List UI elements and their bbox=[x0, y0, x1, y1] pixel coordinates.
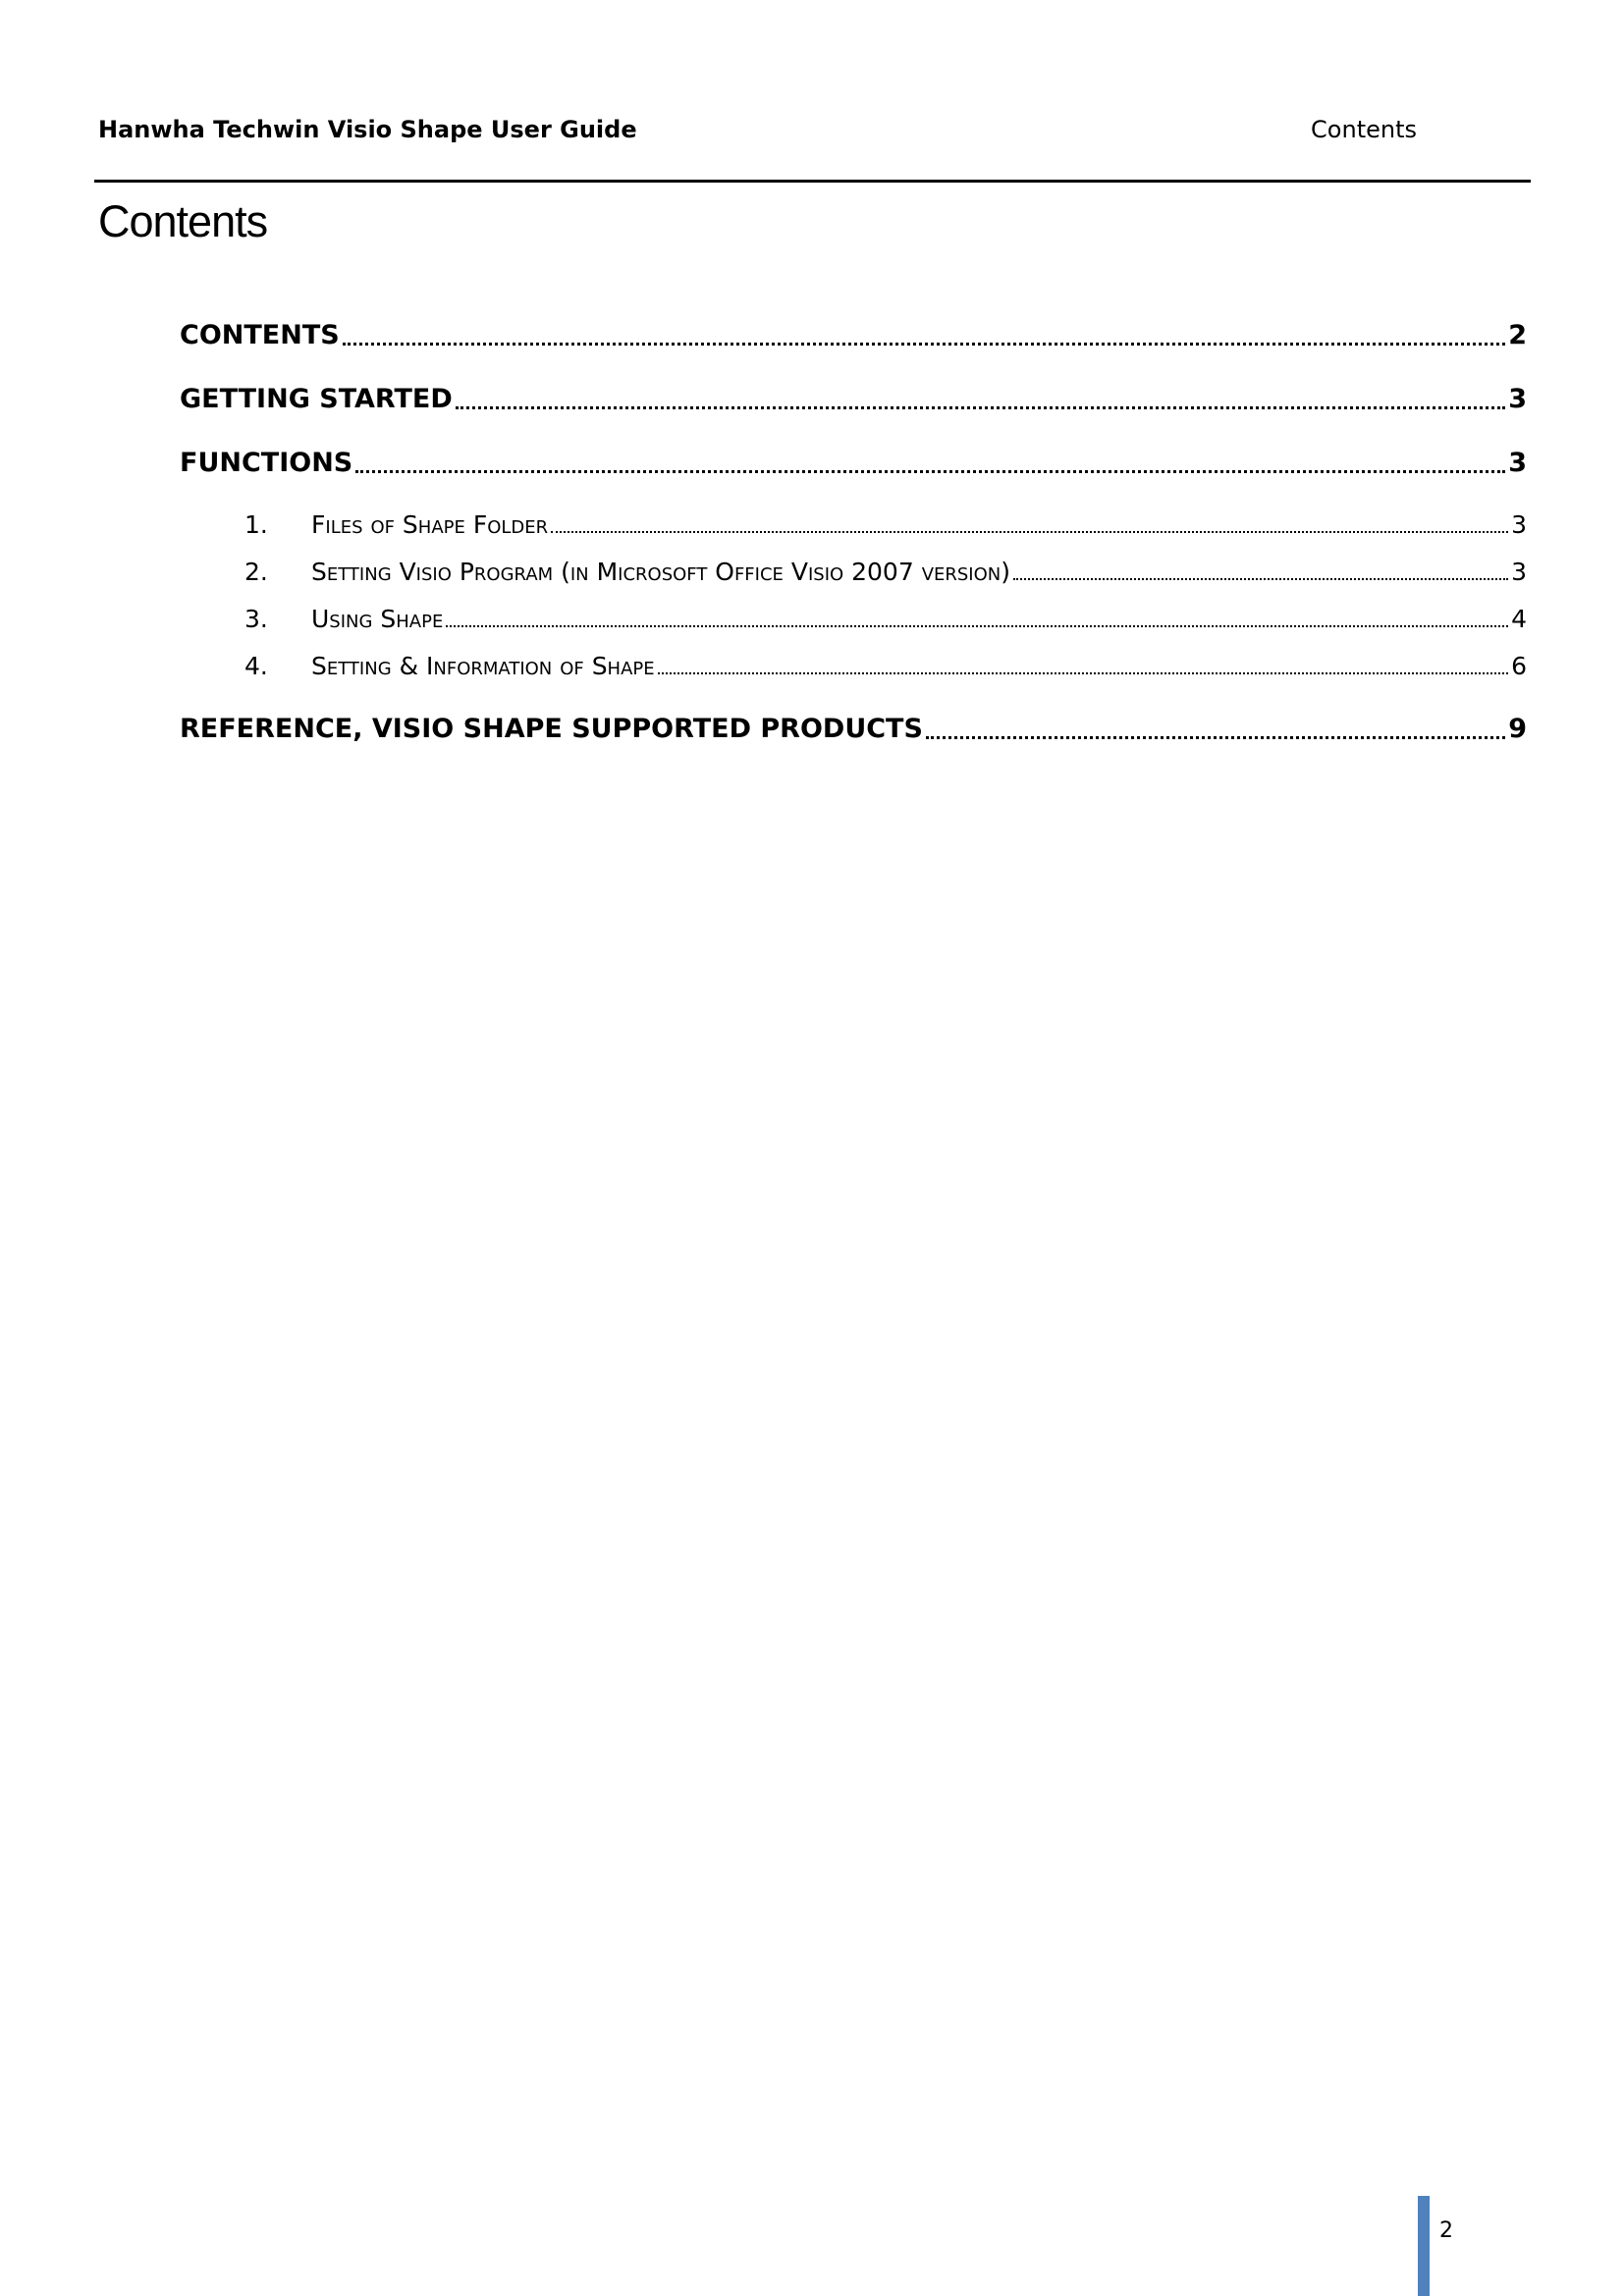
page-title: Contents bbox=[98, 196, 268, 246]
toc-leader-dots bbox=[446, 605, 1508, 633]
toc-entry-page: 3 bbox=[1508, 384, 1527, 414]
toc-leader-dots bbox=[456, 384, 1505, 414]
toc-entry-page: 9 bbox=[1508, 714, 1527, 744]
toc-leader-dots bbox=[658, 652, 1508, 680]
toc-entry-number: 4. bbox=[244, 652, 268, 680]
toc-leader-dots bbox=[551, 510, 1508, 539]
toc-entry-functions[interactable] bbox=[180, 448, 1527, 478]
toc-entry-number: 2. bbox=[244, 558, 268, 586]
toc-entry-title: Files of Shape Folder bbox=[311, 510, 549, 539]
toc-entry-title: REFERENCE, VISIO SHAPE SUPPORTED PRODUCTS bbox=[180, 714, 923, 744]
footer-accent-bar bbox=[1418, 2196, 1430, 2296]
toc-entry-setting-information-of-shape[interactable] bbox=[244, 652, 1527, 680]
toc-entry-title: Setting & Information of Shape bbox=[311, 652, 655, 680]
toc-entry-title: FUNCTIONS bbox=[180, 448, 353, 478]
toc-entry-reference-supported-products[interactable] bbox=[180, 714, 1527, 744]
header-section-name: Contents bbox=[1311, 116, 1417, 143]
toc-entry-title: Using Shape bbox=[311, 605, 444, 633]
toc-entry-number: 3. bbox=[244, 605, 268, 633]
header-document-title: Hanwha Techwin Visio Shape User Guide bbox=[98, 116, 637, 143]
toc-entry-page: 3 bbox=[1508, 448, 1527, 478]
toc-entry-title: Setting Visio Program (in Microsoft Office Visio 2007 version) bbox=[311, 558, 1011, 586]
header-divider bbox=[94, 180, 1531, 183]
toc-entry-setting-visio-program[interactable] bbox=[244, 558, 1527, 586]
page-number: 2 bbox=[1439, 2218, 1453, 2243]
toc-entry-page: 3 bbox=[1511, 558, 1527, 586]
page-header bbox=[96, 110, 1457, 149]
toc-entry-using-shape[interactable] bbox=[244, 605, 1527, 633]
toc-entry-title: CONTENTS bbox=[180, 320, 340, 350]
toc-leader-dots bbox=[1013, 558, 1508, 586]
toc-leader-dots bbox=[343, 320, 1506, 350]
toc-entry-files-of-shape-folder[interactable] bbox=[244, 510, 1527, 539]
toc-entry-page: 2 bbox=[1508, 320, 1527, 350]
toc-entry-page: 3 bbox=[1511, 510, 1527, 539]
toc-entry-number: 1. bbox=[244, 510, 268, 539]
toc-leader-dots bbox=[926, 714, 1505, 744]
toc-entry-getting-started[interactable] bbox=[180, 384, 1527, 414]
toc-entry-title: GETTING STARTED bbox=[180, 384, 453, 414]
toc-entry-contents[interactable] bbox=[180, 320, 1527, 350]
toc-leader-dots bbox=[355, 448, 1505, 478]
toc-entry-page: 6 bbox=[1511, 652, 1527, 680]
toc-entry-page: 4 bbox=[1511, 605, 1527, 633]
